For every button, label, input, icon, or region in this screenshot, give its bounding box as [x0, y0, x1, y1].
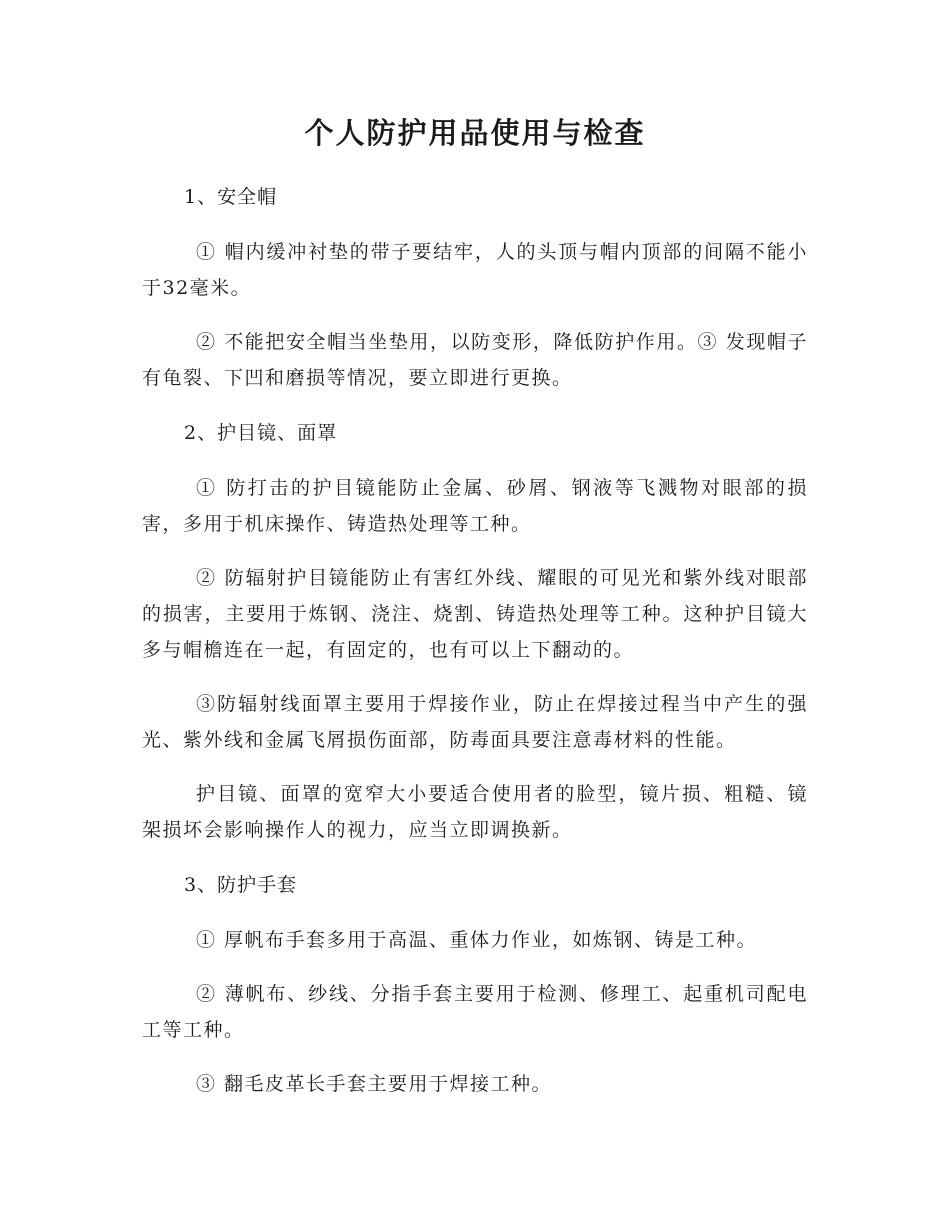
section-heading: 3、防护手套 [184, 874, 298, 896]
section-heading: 1、安全帽 [184, 186, 278, 208]
section-helmet [142, 178, 808, 396]
paragraph: ③防辐射线面罩主要用于焊接作业，防止在焊接过程当中产生的强光、紫外线和金属飞屑损伤面部，防毒面具要注意毒材料的性能。 [142, 693, 808, 751]
paragraph: ② 防辐射护目镜能防止有害红外线、耀眼的可见光和紫外线对眼部的损害，主要用于炼钢、浇注、烧割、铸造热处理等工种。这种护目镜大多与帽檐连在一起，有固定的，也有可以上下翻动的。 [142, 567, 808, 661]
section-goggles-mask [142, 414, 808, 848]
section-gloves [142, 866, 808, 1102]
paragraph: ② 不能把安全帽当坐垫用，以防变形，降低防护作用。③ 发现帽子有龟裂、下凹和磨损等情况，要立即进行更换。 [142, 331, 808, 389]
paragraph: ③ 翻毛皮革长手套主要用于焊接工种。 [196, 1073, 553, 1095]
paragraph: 护目镜、面罩的宽窄大小要适合使用者的脸型，镜片损、粗糙、镜架损坏会影响操作人的视力，应当立即调换新。 [142, 783, 808, 841]
document-title: 个人防护用品使用与检查 [304, 116, 646, 150]
paragraph: ① 厚帆布手套多用于高温、重体力作业，如炼钢、铸是工种。 [196, 929, 758, 951]
section-heading: 2、护目镜、面罩 [184, 422, 338, 444]
paragraph: ① 防打击的护目镜能防止金属、砂屑、钢液等飞溅物对眼部的损害，多用于机床操作、铸造热处理等工种。 [142, 477, 808, 535]
paragraph: ① 帽内缓冲衬垫的带子要结牢，人的头顶与帽内顶部的间隔不能小于32毫米。 [142, 241, 808, 299]
document-page [142, 108, 808, 1120]
paragraph: ② 薄帆布、纱线、分指手套主要用于检测、修理工、起重机司配电工等工种。 [142, 983, 808, 1041]
